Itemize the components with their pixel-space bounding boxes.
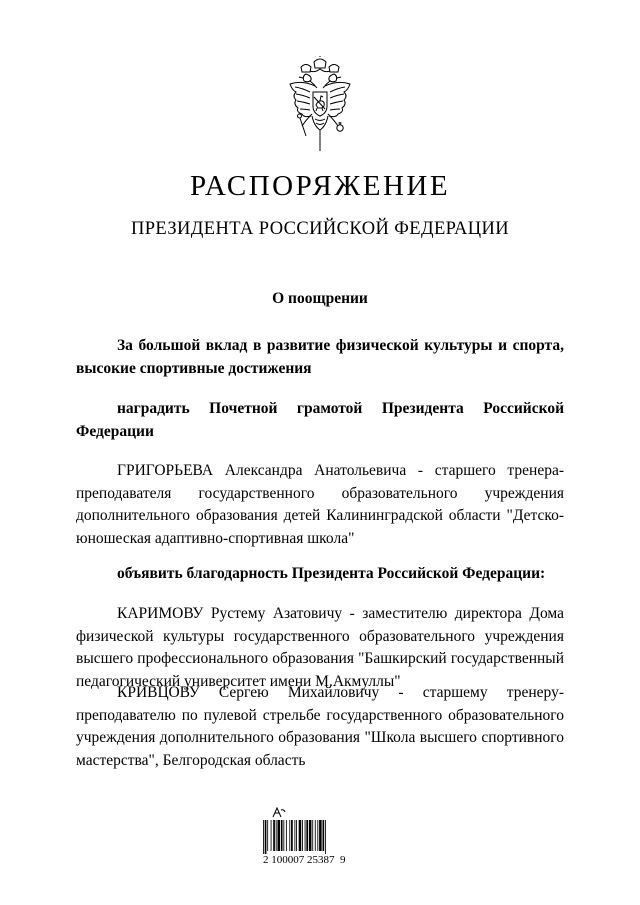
barcode-bar bbox=[283, 820, 284, 851]
barcode-mark-icon bbox=[272, 806, 286, 821]
barcode-bar bbox=[276, 820, 277, 851]
barcode-bar bbox=[319, 820, 322, 851]
award-heading: наградить Почетной грамотой Президента Российской Федерации bbox=[76, 400, 564, 440]
barcode-bar bbox=[277, 820, 280, 851]
barcode-bar bbox=[265, 820, 267, 854]
barcode-bar bbox=[271, 820, 272, 851]
barcode-bar bbox=[325, 820, 326, 854]
barcode-bar bbox=[302, 820, 303, 851]
recipient-paragraph: КАРИМОВУ Рустему Азатовичу - заместителю директора Дома физической культуры государственного образовательного учреждения высшего профессионального образования "Башкирский государственный педагогический университет имени М.Акмуллы" bbox=[76, 605, 564, 690]
thanks-heading: объявить благодарность Президента Российской Федерации: bbox=[117, 565, 546, 582]
document-title: РАСПОРЯЖЕНИЕ bbox=[189, 170, 451, 202]
barcode-bar bbox=[323, 820, 325, 851]
document-subject: О поощрении bbox=[272, 290, 368, 307]
barcode-bar bbox=[315, 820, 316, 851]
barcode-bar bbox=[273, 820, 275, 851]
document-subtitle: ПРЕЗИДЕНТА РОССИЙСКОЙ ФЕДЕРАЦИИ bbox=[130, 219, 510, 239]
barcode-bar bbox=[299, 820, 302, 851]
barcode-icon bbox=[262, 820, 350, 854]
barcode-bar bbox=[286, 820, 287, 851]
barcode-bar bbox=[309, 820, 312, 851]
barcode-bar bbox=[317, 820, 318, 851]
barcode-bar bbox=[296, 820, 297, 851]
recipient-paragraph: КРИВЦОВУ Сергею Михайловичу - старшему тренеру-преподавателю по пулевой стрельбе государственного образовательного учреждения дополнительного образования "Школа высшего спортивного мастерства", Белгородская область bbox=[76, 684, 564, 769]
barcode-bar bbox=[305, 820, 306, 851]
barcode-bar bbox=[267, 820, 268, 851]
barcode-bar bbox=[281, 820, 283, 851]
barcode-bar bbox=[291, 820, 293, 851]
preamble-paragraph: За большой вклад в развитие физической культуры и спорта, высокие спортивные достижения bbox=[76, 337, 564, 377]
barcode-bar bbox=[306, 820, 308, 851]
coat-of-arms-icon bbox=[284, 56, 356, 152]
barcode-bar bbox=[294, 820, 295, 851]
barcode-number: 2 100007 25387 9 bbox=[263, 854, 346, 866]
awardee-paragraph: ГРИГОРЬЕВА Александра Анатольевича - старшего тренера-преподавателя государственного образовательного учреждения дополнительного образования детей Калининградской области "Детско-юношеская адаптивно-спортивная школа" bbox=[76, 462, 564, 547]
barcode-bar bbox=[289, 820, 290, 851]
barcode-bar bbox=[263, 820, 264, 854]
barcode-bar bbox=[312, 820, 313, 851]
